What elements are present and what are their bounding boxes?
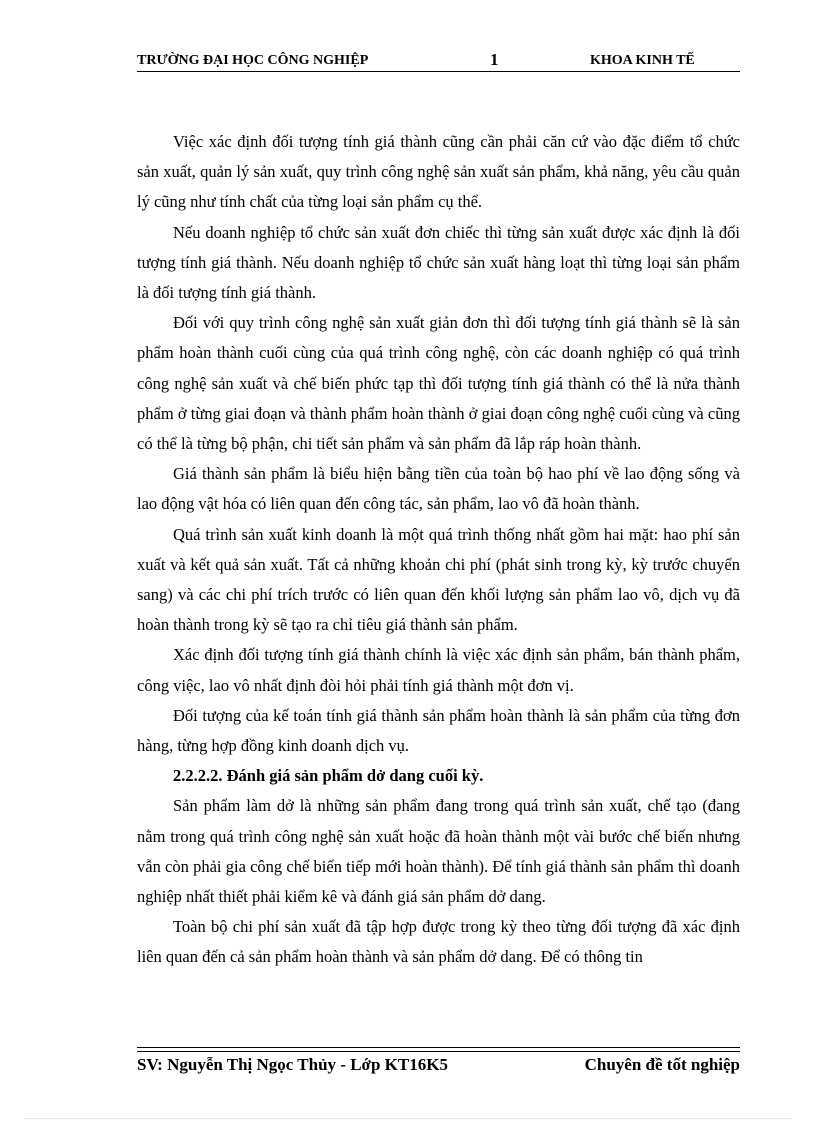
page-header xyxy=(137,50,740,70)
header-faculty: KHOA KINH TẾ xyxy=(590,53,695,68)
paragraph: Xác định đối tượng tính giá thành chính là việc xác định sản phẩm, bán thành phẩm, công việc, lao vô nhất định đòi hỏi phải tính giá thành một đơn vị. xyxy=(137,645,740,695)
footer-student: SV: Nguyễn Thị Ngọc Thủy - Lớp KT16K5 xyxy=(137,1055,448,1074)
header-page-number: 1 xyxy=(490,50,499,69)
paragraph: Giá thành sản phẩm là biểu hiện bằng tiền của toàn bộ hao phí về lao động sống và lao động vật hóa có liên quan đến công tác, sản phẩm, lao vô đã hoàn thành. xyxy=(137,464,740,514)
paragraph: Sản phẩm làm dở là những sản phẩm đang trong quá trình sản xuất, chế tạo (đang nằm trong quá trình công nghệ sản xuất hoặc đã hoàn thành một vài bước chế biến nhưng vẫn còn phải gia công chế biến tiếp mới hoàn thành). Để tính giá thành sản phẩm thì doanh nghiệp nhất thiết phải kiểm kê và đánh giá sản phẩm dở dang. xyxy=(137,796,740,907)
page-footer xyxy=(137,1055,740,1079)
header-divider xyxy=(137,71,740,72)
paragraph: Toàn bộ chi phí sản xuất đã tập hợp được trong kỳ theo từng đối tượng đã xác định liên quan đến cả sản phẩm hoàn thành và sản phẩm dở dang. Để có thông tin xyxy=(137,917,740,967)
document-body xyxy=(137,127,740,973)
footer-document-type: Chuyên đề tốt nghiệp xyxy=(584,1055,740,1074)
section-heading: 2.2.2.2. Đánh giá sản phẩm dở dang cuối kỳ. xyxy=(173,766,484,786)
paragraph: Đối với quy trình công nghệ sản xuất giản đơn thì đối tượng tính giá thành sẽ là sản phẩm hoàn thành cuối cùng của quá trình công nghệ, còn các doanh nghiệp có quá trình công nghệ sản xuất và chế biến phức tạp thì đối tượng tính giá thành có thể là nửa thành phẩm ở từng giai đoạn và thành phẩm hoàn thành ở giai đoạn công nghệ cuối cùng và cũng có thể là từng bộ phận, chi tiết sản phẩm và sản phẩm đã lắp ráp hoàn thành. xyxy=(137,313,740,454)
paragraph: Việc xác định đối tượng tính giá thành cũng cần phải căn cứ vào đặc điểm tổ chức sản xuất, quản lý sản xuất, quy trình công nghệ sản xuất sản phẩm, khả năng, yêu cầu quản lý cũng như tính chất của từng loại sản phẩm cụ thể. xyxy=(137,132,740,212)
paragraph: Quá trình sản xuất kinh doanh là một quá trình thống nhất gồm hai mặt: hao phí sản xuất và kết quả sản xuất. Tất cả những khoản chi phí (phát sinh trong kỳ, kỳ trước chuyển sang) và các chi phí trích trước có liên quan đến khối lượng sản phẩm lao vô, dịch vụ đã hoàn thành trong kỳ sẽ tạo ra chỉ tiêu giá thành sản phẩm. xyxy=(137,524,740,635)
paragraph: Đối tượng của kế toán tính giá thành sản phẩm hoàn thành là sản phẩm của từng đơn hàng, từng hợp đồng kinh doanh dịch vụ. xyxy=(137,705,740,756)
header-university: TRƯỜNG ĐẠI HỌC CÔNG NGHIỆP xyxy=(137,53,369,68)
paragraph: Nếu doanh nghiệp tổ chức sản xuất đơn chiếc thì từng sản xuất được xác định là đối tượng tính giá thành. Nếu doanh nghiệp tổ chức sản xuất hàng loạt thì từng loại sản phẩm là đối tượng tính giá thành. xyxy=(137,222,740,303)
page-edge-divider xyxy=(25,1118,791,1119)
footer-divider xyxy=(137,1047,740,1052)
